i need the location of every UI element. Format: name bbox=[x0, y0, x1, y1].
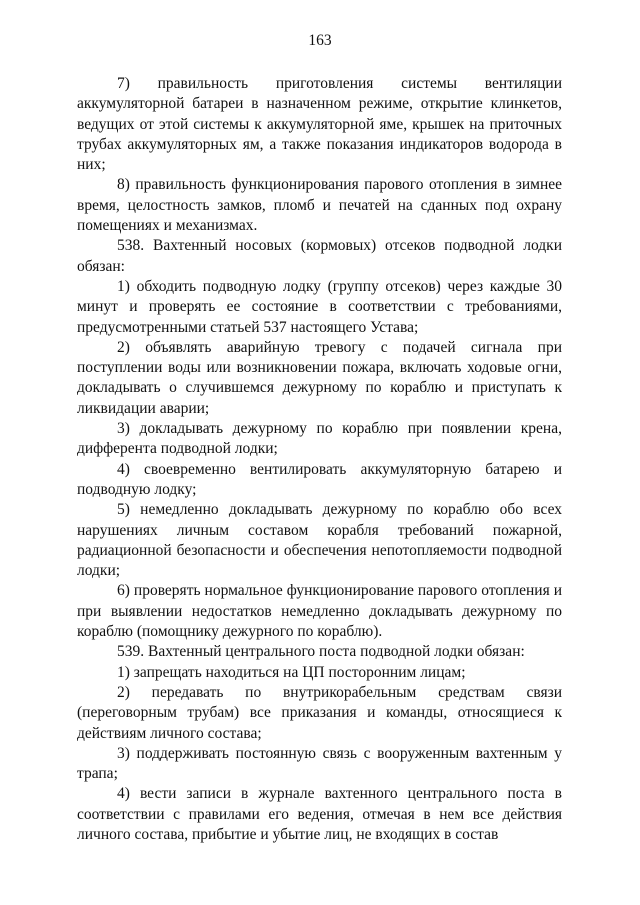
paragraph-item-8: 8) правильность функционирования парового отопления в зимнее время, целостность замков, пломб и печатей на сданных под охрану помещениях и механизмах. bbox=[77, 176, 562, 235]
paragraph-538-item-5: 5) немедленно докладывать дежурному по кораблю обо всех нарушениях личным составом корабля требований пожарной, радиационной безопасности и обеспечения непотопляемости подводной лодки; bbox=[77, 501, 562, 580]
paragraph-538-item-1: 1) обходить подводную лодку (группу отсеков) через каждые 30 минут и проверять ее состояние в соответствии с требованиями, предусмотренными статьей 537 настоящего Устава; bbox=[77, 277, 562, 336]
paragraph-538-item-3: 3) докладывать дежурному по кораблю при появлении крена, дифферента подводной лодки; bbox=[77, 420, 562, 458]
paragraph-538-item-2: 2) объявлять аварийную тревогу с подачей сигнала при поступлении воды или возникновении пожара, включать ходовые огни, докладывать о случившемся дежурному по кораблю и приступать к ликвидации аварии; bbox=[77, 338, 562, 417]
article-538-heading: 538. Вахтенный носовых (кормовых) отсеков подводной лодки обязан: bbox=[77, 237, 562, 275]
article-539-heading: 539. Вахтенный центрального поста подводной лодки обязан: bbox=[117, 643, 525, 661]
paragraph-539-item-4: 4) вести записи в журнале вахтенного центрального поста в соответствии с правилами его ведения, отмечая в нем все действия личного состава, прибытие и убытие лиц, не входящих в состав bbox=[77, 785, 562, 843]
page-body bbox=[77, 74, 562, 845]
paragraph-538-item-4: 4) своевременно вентилировать аккумуляторную батарею и подводную лодку; bbox=[77, 460, 562, 498]
paragraph-538-item-6: 6) проверять нормальное функционирование парового отопления и при выявлении недостатков немедленно докладывать дежурному по кораблю (помощнику дежурного по кораблю). bbox=[77, 582, 562, 641]
paragraph-539-item-2: 2) передавать по внутрикорабельным средствам связи (переговорным трубам) все приказания и команды, относящиеся к действиям личного состава; bbox=[77, 683, 562, 742]
paragraph-539-item-1: 1) запрещать находиться на ЦП посторонним лицам; bbox=[117, 663, 466, 681]
page-number: 163 bbox=[308, 32, 332, 49]
paragraph-539-item-3: 3) поддерживать постоянную связь с вооруженным вахтенным у трапа; bbox=[77, 744, 562, 783]
paragraph-item-7: 7) правильность приготовления системы вентиляции аккумуляторной батареи в назначенном режиме, открытие клинкетов, ведущих от этой системы к аккумуляторной яме, крышек на приточных трубах аккумуляторных ям, а также показания индикаторов водорода в них; bbox=[77, 75, 562, 174]
